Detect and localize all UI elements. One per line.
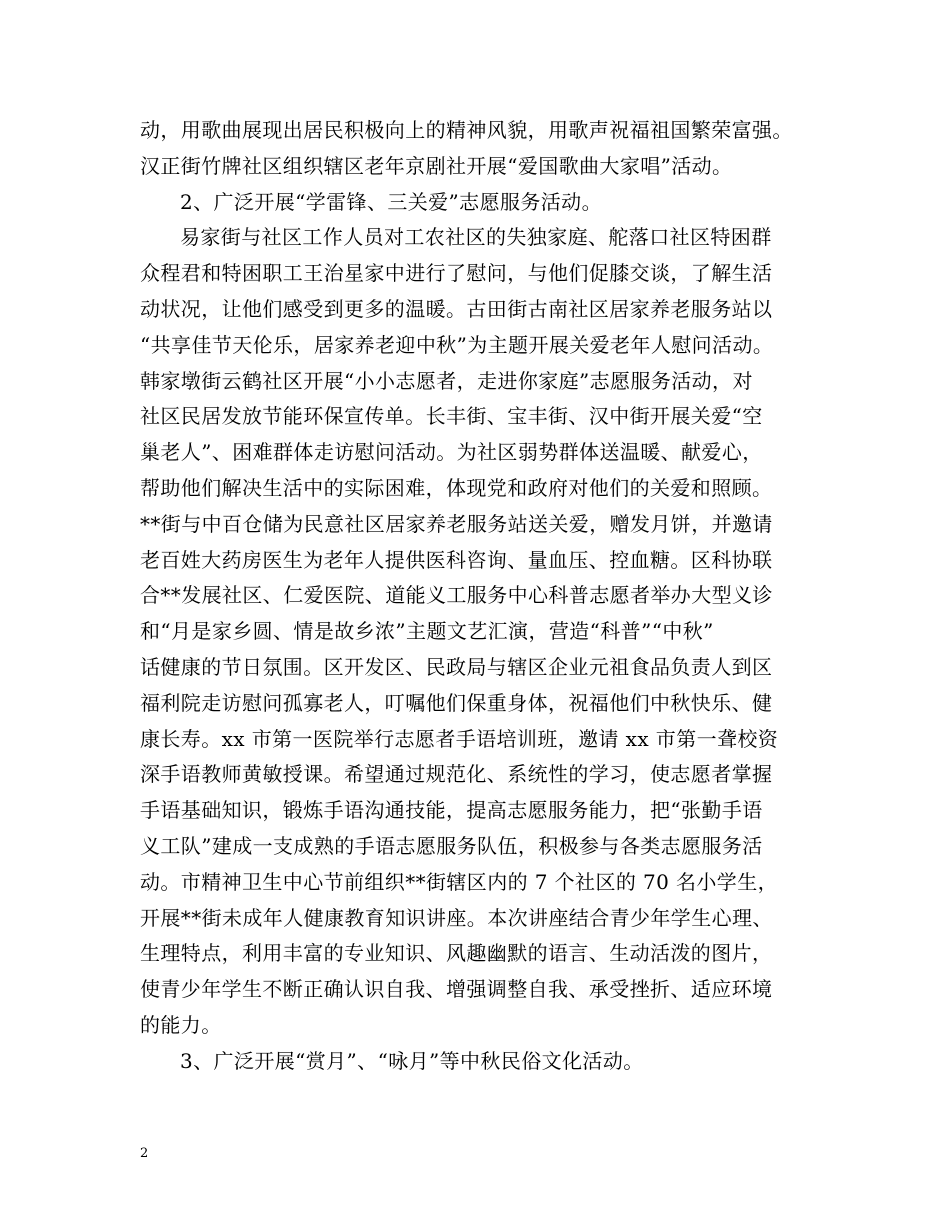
text-line: 帮助他们解决生活中的实际困难，体现党和政府对他们的关爱和照顾。 [140,475,773,500]
text-line: 和“月是家乡圆、情是故乡浓”主题文艺汇演，营造“科普”“中秋” [140,619,714,644]
text-line: 开展**街未成年人健康教育知识讲座。本次讲座结合青少年学生心理、 [140,905,773,930]
text-line: 众程君和特困职工王治星家中进行了慰问，与他们促膝交谈，了解生活 [140,261,773,286]
text-line: 福利院走访慰问孤寡老人，叮嘱他们保重身体，祝福他们中秋快乐、健 [140,690,773,715]
text-line: 汉正街竹牌社区组织辖区老年京剧社开展“爱国歌曲大家唱”活动。 [140,153,733,178]
section-heading: 2、广泛开展“学雷锋、三关爱”志愿服务活动。 [180,189,602,214]
section-heading: 3、广泛开展“赏月”、“咏月”等中秋民俗文化活动。 [180,1048,644,1073]
text-line: 的能力。 [140,1012,222,1037]
document-body [140,113,820,1080]
page-number: 2 [140,1146,149,1161]
text-line: 动，用歌曲展现出居民积极向上的精神风貌，用歌声祝福祖国繁荣富强。 [140,118,793,142]
text-line: 易家街与社区工作人员对工农社区的失独家庭、舵落口社区特困群 [180,225,772,250]
text-line: **街与中百仓储为民意社区居家养老服务站送关爱，赠发月饼，并邀请 [140,511,773,536]
text-line: 话健康的节日氛围。区开发区、民政局与辖区企业元祖食品负责人到区 [140,654,773,679]
text-line: 老百姓大药房医生为老年人提供医科咨询、量血压、控血糖。区科协联 [140,547,773,572]
text-line: 深手语教师黄敏授课。希望通过规范化、系统性的学习，使志愿者掌握 [140,762,773,787]
text-line: 韩家墩街云鹤社区开展“小小志愿者，走进你家庭”志愿服务活动，对 [140,368,753,393]
text-line: 义工队”建成一支成熟的手语志愿服务队伍，积极参与各类志愿服务活 [140,833,763,858]
text-line: 动状况，让他们感受到更多的温暖。古田街古南社区居家养老服务站以 [140,296,773,321]
text-line: 动。市精神卫生中心节前组织**街辖区内的 7 个社区的 70 名小学生， [140,869,779,894]
text-line: 手语基础知识，锻炼手语沟通技能，提高志愿服务能力，把“张勤手语 [140,798,763,823]
text-line: “共享佳节天伦乐，居家养老迎中秋”为主题开展关爱老年人慰问活动。 [140,332,774,357]
text-line: 康长寿。xx 市第一医院举行志愿者手语培训班，邀请 xx 市第一聋校资 [140,726,779,751]
text-line: 巢老人”、困难群体走访慰问活动。为社区弱势群体送温暖、献爱心， [140,440,763,465]
text-line: 社区民居发放节能环保宣传单。长丰街、宝丰街、汉中街开展关爱“空 [140,404,763,429]
text-line: 合**发展社区、仁爱医院、道能义工服务中心科普志愿者举办大型义诊 [140,583,773,608]
text-line: 生理特点，利用丰富的专业知识、风趣幽默的语言、生动活泼的图片， [140,941,773,966]
text-line: 使青少年学生不断正确认识自我、增强调整自我、承受挫折、适应环境 [140,977,773,1002]
